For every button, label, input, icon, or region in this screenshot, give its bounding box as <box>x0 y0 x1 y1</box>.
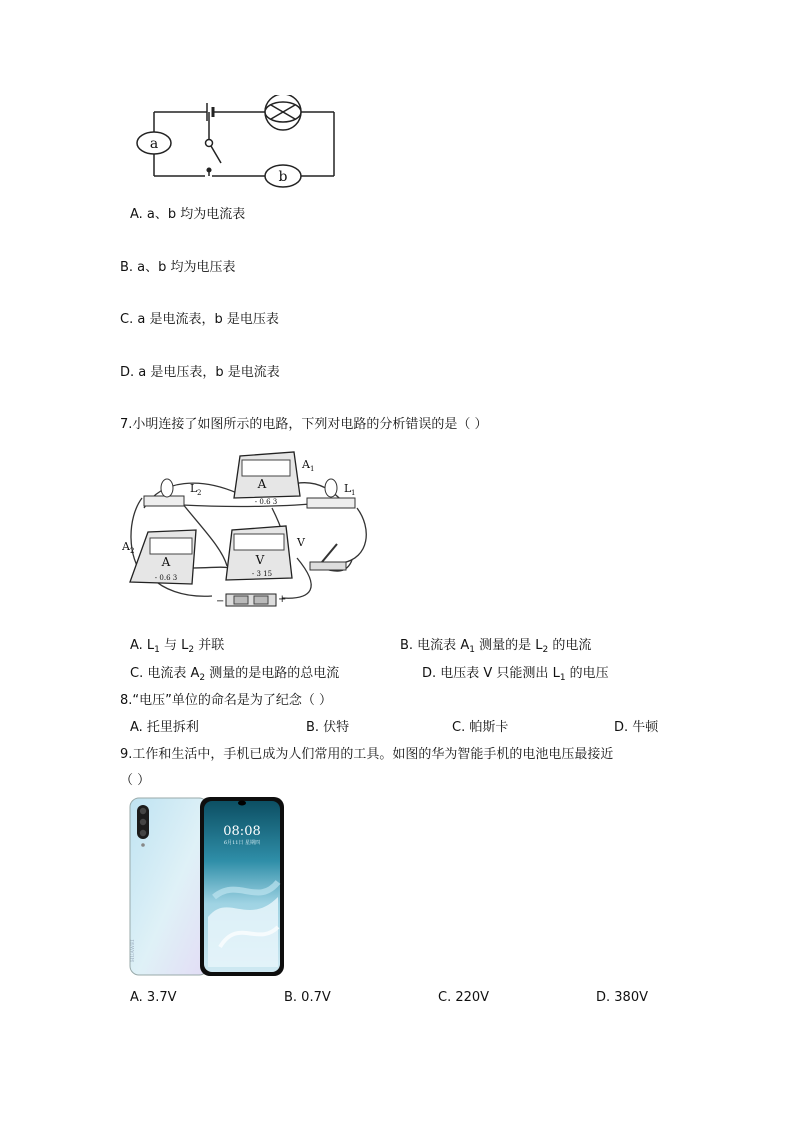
svg-text:V: V <box>297 536 305 549</box>
q7-option-c[interactable] <box>130 662 339 683</box>
svg-text:L: L <box>344 482 352 495</box>
q7-option-b-sub: 1 <box>469 645 475 655</box>
q6-option-c[interactable]: C. a 是电流表，b 是电压表 <box>120 312 279 327</box>
q7-option-d-sub: 1 <box>559 673 566 683</box>
huawei-phone-image <box>128 797 286 977</box>
svg-text:a: a <box>149 136 159 152</box>
q9-stem: 9.工作和生活中，手机已成为人们常用的工具。如图的华为智能手机的电池电压最接近 <box>120 747 614 762</box>
svg-text:b: b <box>278 169 288 185</box>
q7-option-a-part: 与 L <box>159 638 189 653</box>
svg-text:A: A <box>122 540 130 553</box>
q6-option-b[interactable]: B. a、b 均为电压表 <box>120 260 236 275</box>
q7-option-b-sub: 2 <box>542 645 549 655</box>
meter-b <box>265 165 301 187</box>
svg-text:A: A <box>161 555 171 569</box>
phone-date: 6月11日 星期四 <box>223 840 261 846</box>
phone-brand: HUAWEI <box>130 939 136 962</box>
q7-option-d[interactable] <box>422 662 609 683</box>
q9-stem-bracket: （ ） <box>120 773 151 788</box>
q8-option-c[interactable]: C. 帕斯卡 <box>452 720 509 735</box>
q8-option-d[interactable]: D. 牛顿 <box>614 720 659 735</box>
q7-option-d-part: 的电压 <box>565 666 609 681</box>
q7-option-a-part: 并联 <box>194 638 225 653</box>
q7-option-a-sub: 2 <box>188 645 195 655</box>
q7-option-a-part: A. L <box>130 638 155 653</box>
q7-option-b-part: 的电流 <box>548 638 592 653</box>
svg-text:1: 1 <box>310 465 315 473</box>
switch-symbol <box>206 112 222 176</box>
q8-option-a[interactable]: A. 托里拆利 <box>130 720 199 735</box>
svg-text:+: + <box>278 594 287 605</box>
svg-text:2: 2 <box>130 547 135 555</box>
q6-option-a[interactable]: A. a、b 均为电流表 <box>130 207 246 222</box>
q9-option-d[interactable]: D. 380V <box>596 990 648 1005</box>
svg-text:−: − <box>216 596 225 607</box>
q6-circuit-diagram <box>125 95 345 195</box>
svg-text:- 0.6 3: - 0.6 3 <box>154 574 178 582</box>
voltmeter-v <box>226 526 306 580</box>
q7-stem: 7.小明连接了如图所示的电路，下列对电路的分析错误的是（ ） <box>120 417 488 432</box>
svg-text:- 3 15: - 3 15 <box>251 570 273 578</box>
q7-option-c-part: C. 电流表 A <box>130 666 200 681</box>
q7-option-a-sub: 1 <box>154 645 160 655</box>
battery-symbol <box>200 103 220 121</box>
svg-text:1: 1 <box>351 489 356 497</box>
switch <box>310 544 346 570</box>
q7-option-c-sub: 2 <box>199 673 206 683</box>
ammeter-a1 <box>234 452 314 506</box>
q9-option-b[interactable]: B. 0.7V <box>284 990 331 1005</box>
lamp-symbol <box>265 95 301 130</box>
q9-option-c[interactable]: C. 220V <box>438 990 490 1005</box>
q7-option-c-part: 测量的是电路的总电流 <box>205 666 340 681</box>
q7-option-b-part: B. 电流表 A <box>400 638 470 653</box>
svg-text:2: 2 <box>197 489 202 497</box>
q8-stem: 8.“电压”单位的命名是为了纪念（ ） <box>120 693 333 708</box>
q7-circuit-figure <box>122 448 372 610</box>
q7-option-b-part: 测量的是 L <box>474 638 543 653</box>
q8-option-b[interactable]: B. 伏特 <box>306 720 350 735</box>
svg-text:A: A <box>257 477 267 491</box>
q7-option-a[interactable] <box>130 634 224 655</box>
q7-option-d-part: D. 电压表 V 只能测出 L <box>422 666 560 681</box>
svg-text:- 0.6 3: - 0.6 3 <box>254 498 278 506</box>
lamp-l2 <box>144 479 201 506</box>
phone-clock: 08:08 <box>223 824 261 839</box>
q6-option-d[interactable]: D. a 是电压表，b 是电流表 <box>120 365 280 380</box>
svg-text:A: A <box>302 458 310 471</box>
svg-text:V: V <box>255 553 265 567</box>
battery <box>216 594 286 607</box>
q9-option-a[interactable]: A. 3.7V <box>130 990 177 1005</box>
meter-a <box>137 132 171 154</box>
q7-option-b[interactable] <box>400 634 591 655</box>
svg-text:L: L <box>190 482 198 495</box>
